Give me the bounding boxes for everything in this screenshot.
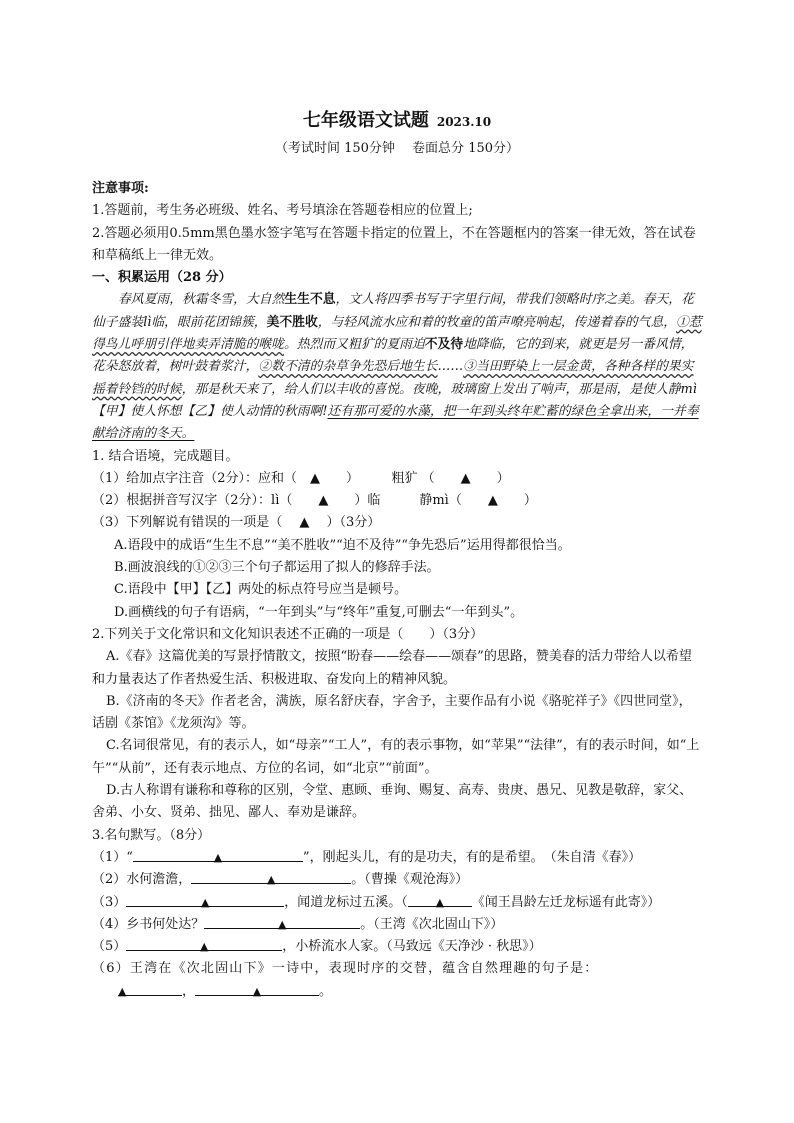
q2-option-d: D.古人称谓有谦称和尊称的区别，令堂、惠顾、垂询、赐复、高寿、贵庚、愚兄、见教是敬辞，家父、舍弟、小女、贤弟、拙见、鄙人、奉劝是谦辞。 bbox=[92, 783, 693, 821]
q3-text: ， bbox=[182, 983, 196, 999]
wavy-sentence-2: ②数不清的杂草争先恐后地生长 bbox=[258, 359, 438, 375]
blank-line bbox=[195, 981, 319, 996]
answer-mark: ▲ bbox=[435, 895, 445, 909]
q3-text: 。（曹操《观沧海》） bbox=[351, 872, 469, 888]
answer-mark: ▲ bbox=[201, 895, 210, 909]
notes-heading: 注意事项: bbox=[92, 181, 149, 196]
answer-mark: ▲ bbox=[200, 940, 209, 954]
blank-line bbox=[204, 914, 360, 929]
section1-heading: 一、积累运用（28 分） bbox=[92, 270, 232, 286]
answer-mark: ▲ bbox=[118, 984, 127, 998]
q3-line-3 bbox=[92, 892, 704, 914]
q3-text: 。 bbox=[319, 983, 333, 999]
blank-line bbox=[133, 847, 303, 862]
answer-mark: ▲ bbox=[267, 873, 276, 887]
q3-text: ”，刚起头儿，有的是功夫，有的是希望。 （朱自清《春》） bbox=[302, 849, 642, 865]
q3-text: （5） bbox=[92, 939, 127, 955]
q3-text: ，闻道龙标过五溪。（ bbox=[284, 894, 408, 910]
passage-text: ，文人将四季书写于字里行间，带我们领略时序之美。春天，花仙子盛装lì临，眼前花团锦簇， bbox=[92, 292, 694, 330]
q2-option-a: A.《春》这篇优美的写景抒情散文，按照“盼春——绘春——颂春”的思路，赞美春的活力带给人以希望和力量表达了作者热爱生活、积极进取、奋发向上的精神风貌。 bbox=[92, 649, 692, 687]
passage-text: ，与轻风流水应和着的牧童的笛声嘹亮响起，传递着春的气息， bbox=[317, 314, 677, 330]
passage-text: 。热烈而又粗犷的夏雨迫 bbox=[283, 337, 425, 353]
q2-stem: 2.下列关于文化常识和文化知识表述不正确的一项是（ ）（3分） bbox=[92, 626, 484, 642]
q3-text: ，小桥流水人家。（马致远《天净沙 · 秋思》） bbox=[282, 939, 542, 955]
passage-text: 春风夏雨，秋霜冬雪，大自然 bbox=[118, 292, 285, 308]
q1-option-d: D.画横线的句子有语病，“一年到头”与“终年”重复,可删去“一年到头”。 bbox=[114, 604, 524, 620]
wavy-sentence-1: ①惹得鸟儿呼朋引伴地卖弄清脆的喉咙 bbox=[92, 314, 702, 353]
answer-mark: ▲ bbox=[278, 917, 287, 931]
q1-option-c: C.语段中【甲】【乙】两处的标点符号应当是顿号。 bbox=[114, 582, 408, 598]
q2-option-b: B.《济南的冬天》作者老舍，满族，原名舒庆春，字舍予，主要作品有小说《骆驼祥子》《四世同堂》，话剧《茶馆》《龙须沟》等。 bbox=[92, 693, 692, 732]
idiom-1: 生生不息 bbox=[284, 292, 336, 308]
q1-option-b: B.画波浪线的①②③三个句子都运用了拟人的修辞手法。 bbox=[114, 560, 440, 576]
blank-line bbox=[126, 892, 284, 907]
blank-line bbox=[126, 936, 282, 954]
q3-line-6-answers bbox=[92, 981, 704, 1003]
blank-line bbox=[191, 869, 351, 887]
q1-stem: 1. 结合语境，完成题目。 bbox=[92, 448, 239, 464]
q3-text: （2）水何澹澹， bbox=[92, 872, 192, 888]
q3-stem: 3.名句默写。（8分） bbox=[92, 827, 211, 843]
answer-mark: ▲ bbox=[213, 850, 223, 864]
q3-line-2 bbox=[92, 869, 704, 891]
title-text: 七年级语文试题 bbox=[302, 110, 429, 131]
idiom-2: 美不胜收 bbox=[266, 314, 318, 330]
passage-text: …… bbox=[437, 359, 464, 375]
q2-option-c: C.名词很常见，有的表示人，如“母亲”“工人”，有的表示事物，如“苹果”“法律”，有的表示时间，如“上午”“从前”，还有表示地点、方位的名词，如“北京”“前面”。 bbox=[92, 738, 700, 776]
wavy-sentence-3: ③当田野染上一层金黄，各种各样的果实摇着铃铛的时候 bbox=[92, 359, 694, 397]
reading-passage bbox=[92, 289, 704, 445]
q1-part-3: （3）下列解说有错误的一项是（ ▲ ）（3分） bbox=[92, 515, 381, 531]
exam-body bbox=[92, 178, 704, 1003]
idiom-3: 不及待 bbox=[424, 337, 464, 353]
passage-text: ，那是秋天来了，给人们以丰收的喜悦。夜晚，玻璃窗上发出了响声，那是雨，是使人静mì【甲】使人怀想【乙】使人动情的秋雨啊! bbox=[92, 381, 697, 419]
q3-line-1 bbox=[92, 847, 704, 869]
blank-line bbox=[408, 892, 472, 907]
page-title bbox=[0, 106, 794, 132]
passage-text: 地降临，它的到来，就更是另一番风情，花朵怒放着，树叶鼓着浆汁， bbox=[92, 337, 694, 375]
exam-subtitle: （考试时间 150分钟 卷面总分 150分） bbox=[274, 141, 520, 156]
answer-mark: ▲ bbox=[252, 984, 262, 998]
blank-line bbox=[118, 981, 182, 996]
q3-text: 《闻王昌龄左迁龙标遥有此寄》） bbox=[471, 894, 661, 910]
q1-part-2: （2）根据拼音写汉字（2分）：lì（ ▲ ）临 静mì（ ▲ ） bbox=[92, 493, 537, 509]
q1-option-a: A.语段中的成语“生生不息”“美不胜收”“迫不及待”“争先恐后”运用得都很恰当。 bbox=[114, 537, 571, 553]
q3-line-6: （6）王湾在《次北固山下》一诗中，表现时序的交替，蕴含自然理趣的句子是： bbox=[92, 961, 599, 977]
underlined-sentence: 还有那可爱的水藻，把一年到头终年贮蓄的绿色全拿出来，一并奉献给济南的冬天。 bbox=[92, 403, 699, 442]
q3-text: 。（王湾《次北固山下》） bbox=[360, 916, 504, 932]
notes-item-1: 1.答题前，考生务必班级、姓名、考号填涂在答题卷相应的位置上; bbox=[92, 203, 473, 219]
exam-date: 2023.10 bbox=[436, 115, 492, 129]
q3-line-4 bbox=[92, 914, 704, 936]
q1-part-1: （1）给加点字注音（2分）：应和（ ▲ ） 粗犷 （ ▲ ） bbox=[92, 470, 510, 486]
q3-text: （4）乡书何处达？ bbox=[92, 916, 205, 932]
q3-text: （3） bbox=[92, 894, 127, 910]
q3-text: （1）“ bbox=[92, 849, 133, 865]
q3-line-5 bbox=[92, 936, 704, 958]
notes-item-2: 2.答题必须用0.5mm黑色墨水签字笔写在答题卡指定的位置上，不在答题框内的答案一律无效，答在试卷和草稿纸上一律无效。 bbox=[92, 225, 696, 263]
